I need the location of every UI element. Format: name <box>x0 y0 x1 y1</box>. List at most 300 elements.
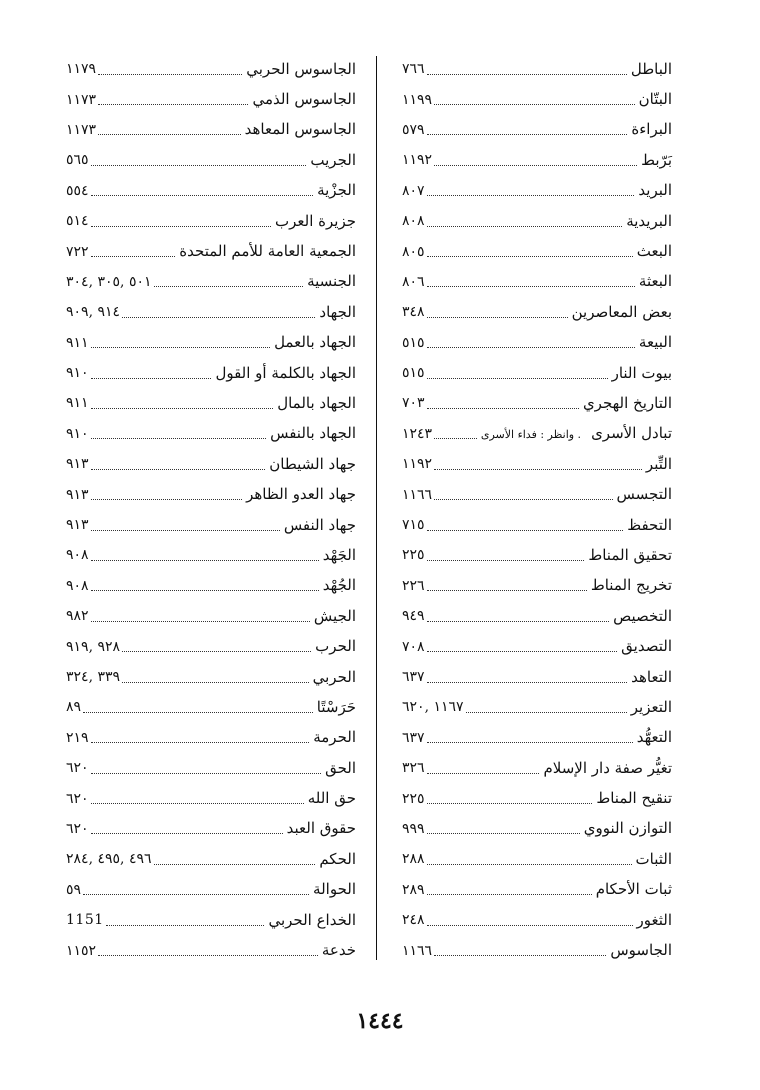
entry-term <box>613 487 672 502</box>
entry-page-numbers: ٩١١ <box>66 334 89 351</box>
dot-leader <box>91 560 319 561</box>
entry-term-text: الثبات <box>635 849 672 868</box>
dot-leader <box>122 317 315 318</box>
entry-term-text: البريدية <box>626 211 672 230</box>
dot-leader <box>91 226 271 227</box>
entry-term <box>265 454 356 473</box>
entry-term <box>627 59 672 78</box>
entry-term-text: التعاهد <box>631 667 672 686</box>
dot-leader <box>106 925 265 926</box>
entry-page-numbers: ٧٦٦ <box>402 61 425 78</box>
index-entry <box>66 601 356 631</box>
entry-term-text: جهاد العدو الظاهر <box>246 485 356 504</box>
entry-page-numbers: ٢٨٩ <box>402 881 425 898</box>
entry-page-numbers: ٨٠٥ <box>402 243 425 260</box>
entry-term <box>622 211 672 230</box>
dot-leader <box>122 651 311 652</box>
dot-leader <box>427 682 628 683</box>
dot-leader <box>98 74 242 75</box>
index-entry <box>402 358 672 388</box>
index-entry <box>66 479 356 509</box>
entry-term-text: البيعة <box>638 333 672 352</box>
entry-term-text: الجاسوس <box>610 941 672 960</box>
index-entry <box>66 875 356 905</box>
index-entry <box>402 479 672 509</box>
index-entry <box>66 145 356 175</box>
entry-term <box>241 122 356 137</box>
entry-term <box>579 393 672 412</box>
index-entry <box>66 297 356 327</box>
entry-term <box>319 578 356 593</box>
dot-leader <box>98 134 241 135</box>
entry-term <box>319 545 356 564</box>
entry-term-text: جزيرة العرب <box>275 211 356 230</box>
index-entry <box>66 753 356 783</box>
dot-leader <box>427 134 628 135</box>
entry-term-text: بَرّبط <box>641 150 672 169</box>
entry-term-text: البراءة <box>631 120 672 139</box>
entry-term <box>271 211 356 230</box>
dot-leader <box>91 803 304 804</box>
entry-term-text: الجُهْد <box>322 576 356 595</box>
index-entry <box>402 875 672 905</box>
dot-leader <box>427 195 635 196</box>
entry-term-text: الجهاد بالمال <box>277 393 356 412</box>
dot-leader <box>427 378 608 379</box>
entry-page-numbers: ٢٢٥ <box>402 790 425 807</box>
entry-term-text: الجاسوس المعاهد <box>244 120 356 139</box>
index-entry <box>66 814 356 844</box>
entry-term <box>309 730 356 745</box>
dot-leader <box>434 499 612 500</box>
dot-leader <box>91 408 274 409</box>
entry-page-numbers: ٢١٩ <box>66 729 89 746</box>
index-entry <box>402 631 672 661</box>
entry-term <box>211 363 356 382</box>
entry-term <box>633 910 673 929</box>
entry-term-text: التعزير <box>630 697 672 716</box>
entry-page-numbers: ٦٣٧ <box>402 729 425 746</box>
dot-leader <box>434 955 606 956</box>
entry-page-numbers: ٩١٣ <box>66 517 89 534</box>
index-entry <box>66 510 356 540</box>
index-entry <box>402 814 672 844</box>
entry-page-numbers: ٥٧٩ <box>402 121 425 138</box>
dot-leader <box>427 256 633 257</box>
entry-page-numbers: ١٢٤٣ <box>402 425 433 442</box>
entry-term <box>633 244 672 259</box>
dot-leader <box>427 530 624 531</box>
dot-leader <box>98 955 318 956</box>
dot-leader <box>83 894 309 895</box>
entry-page-numbers: ٦٣٧ <box>402 669 425 685</box>
entry-term-text: التعهُّد <box>636 728 672 747</box>
entry-page-numbers: ١١٩٢ <box>402 152 433 169</box>
dot-leader <box>83 712 313 713</box>
index-entry <box>66 449 356 479</box>
dot-leader <box>434 165 637 166</box>
entry-term <box>313 183 356 198</box>
index-entry <box>66 388 356 418</box>
entry-term <box>242 59 356 78</box>
entry-term-text: الباطل <box>630 59 672 78</box>
page-number: ١٤٤٤ <box>356 1008 404 1034</box>
entry-page-numbers: ٩٠٨ <box>66 577 89 594</box>
entry-term-text: البريد <box>638 181 672 200</box>
dot-leader <box>91 438 267 439</box>
dot-leader <box>154 286 304 287</box>
entry-page-numbers: ٦٢٠ <box>66 790 89 807</box>
entry-term-text: التاريخ الهجري <box>582 393 672 412</box>
index-entry <box>402 54 672 84</box>
dot-leader <box>427 803 593 804</box>
index-entry <box>402 935 672 965</box>
entry-term-text: الجزْية <box>317 181 356 200</box>
dot-leader <box>91 378 212 379</box>
entry-page-numbers: ٨٠٧ <box>402 182 425 199</box>
entry-term <box>283 821 356 836</box>
dot-leader <box>91 530 280 531</box>
entry-term-text: الحرب <box>315 637 356 656</box>
entry-page-numbers: ٩٨٢ <box>66 608 89 625</box>
entry-term <box>633 730 672 745</box>
entry-term-text: الثغور <box>636 910 672 929</box>
entry-page-numbers: ٦٢٠ <box>66 820 89 837</box>
dot-leader <box>427 864 632 865</box>
entry-term-text: الجمعية العامة للأمم المتحدة <box>179 242 356 261</box>
dot-leader <box>91 742 310 743</box>
entry-term-text: الجاسوس الحربي <box>246 59 356 78</box>
dot-leader <box>466 712 627 713</box>
entry-term <box>311 639 356 654</box>
entry-term <box>580 821 672 836</box>
entry-term <box>606 943 672 958</box>
dot-leader <box>427 286 635 287</box>
entry-term-text: الخداع الحربي <box>268 910 356 929</box>
entry-page-numbers: ١١٧٩ <box>66 61 97 78</box>
entry-note: . وانظر : فداء الأسرى <box>480 428 582 442</box>
entry-page-numbers: ٩٢٨ ,٩١٩ <box>66 638 121 655</box>
entry-term <box>608 363 672 382</box>
entry-term <box>304 791 356 806</box>
entry-term-text: الجَهْد <box>322 545 356 564</box>
dot-leader <box>91 469 266 470</box>
entry-term-text: البتّان <box>638 90 672 109</box>
entry-page-numbers: ٧١٥ <box>402 517 425 534</box>
entry-term-text: تنقيح المناط <box>596 789 672 808</box>
entry-term <box>248 92 356 107</box>
index-entry <box>66 662 356 692</box>
entry-page-numbers: ١١٧٣ <box>66 121 97 138</box>
entry-page-numbers: ٢٨٨ <box>402 851 425 868</box>
index-entry <box>66 115 356 145</box>
index-entry <box>66 84 356 114</box>
index-entry <box>66 631 356 661</box>
index-entry <box>402 328 672 358</box>
entry-page-numbers: ٩١٣ <box>66 456 89 473</box>
index-entry <box>66 206 356 236</box>
entry-term-text: البعثة <box>638 272 672 291</box>
index-entry <box>402 297 672 327</box>
entry-term-text: الجاسوس الذمي <box>252 90 356 109</box>
entry-term <box>592 882 672 897</box>
entry-page-numbers: ٩١٠ <box>66 425 89 442</box>
dot-leader <box>427 317 568 318</box>
entry-term <box>280 515 356 534</box>
index-entry <box>66 723 356 753</box>
entry-term-text: الحق <box>325 758 356 777</box>
index-entry <box>66 935 356 965</box>
entry-page-numbers: ٣٢٦ <box>402 760 425 777</box>
index-entry <box>402 662 672 692</box>
entry-page-numbers: ٥١٥ <box>402 365 425 382</box>
entry-page-numbers: ١١٦٦ <box>402 486 433 503</box>
index-entry <box>402 115 672 145</box>
entry-term <box>273 393 356 412</box>
entry-page-numbers: ٧٢٢ <box>66 243 89 260</box>
entry-term-text: تخريج المناط <box>590 576 672 595</box>
dot-leader <box>91 347 271 348</box>
index-entry <box>402 84 672 114</box>
index-entry <box>66 419 356 449</box>
entry-page-numbers: 1151 <box>66 912 104 929</box>
entry-term-text: التوازن النووي <box>583 819 672 838</box>
entry-term <box>584 545 672 564</box>
entry-term-text: حقوق العبد <box>286 819 356 838</box>
dot-leader <box>427 833 580 834</box>
dot-leader <box>91 833 283 834</box>
entry-term-text: التحفظ <box>627 515 672 534</box>
index-entry <box>66 328 356 358</box>
entry-page-numbers: ٨٩ <box>66 699 82 716</box>
index-entry <box>402 236 672 266</box>
index-entry <box>402 783 672 813</box>
index-entry <box>402 723 672 753</box>
entry-term <box>627 697 672 716</box>
entry-term-text: التخصيص <box>613 606 672 625</box>
entry-page-numbers: ١١٦٧ ,٦٢٠ <box>402 699 464 716</box>
dot-leader <box>91 621 310 622</box>
entry-term <box>318 943 356 958</box>
entry-page-numbers: ١١٥٢ <box>66 942 97 959</box>
entry-page-numbers: ٦٢٠ <box>66 760 89 777</box>
index-entry <box>66 358 356 388</box>
entry-page-numbers: ١١٧٣ <box>66 91 97 108</box>
index-entry <box>402 571 672 601</box>
column-divider <box>376 56 377 960</box>
dot-leader <box>91 195 314 196</box>
entry-term-text: جهاد النفس <box>283 515 356 534</box>
index-entry <box>66 692 356 722</box>
entry-term <box>309 882 356 897</box>
dot-leader <box>98 104 248 105</box>
dot-leader <box>91 256 176 257</box>
index-entry <box>402 206 672 236</box>
index-entry <box>66 267 356 297</box>
entry-term <box>617 639 672 654</box>
entry-term <box>266 426 356 441</box>
entry-term-text: الجيش <box>313 606 356 625</box>
entry-term <box>539 758 672 777</box>
entry-term-text: التِّبر <box>645 454 672 473</box>
index-entry <box>402 510 672 540</box>
index-entry <box>402 419 672 449</box>
dot-leader <box>91 165 307 166</box>
index-entry <box>402 844 672 874</box>
index-column-left <box>66 54 356 966</box>
dot-leader <box>427 621 610 622</box>
entry-page-numbers: ٧٠٣ <box>402 395 425 412</box>
entry-page-numbers: ٢٢٦ <box>402 577 425 594</box>
entry-term-text: الجهاد بالنفس <box>270 424 356 443</box>
entry-term-text: جهاد الشيطان <box>269 454 356 473</box>
dot-leader <box>427 894 592 895</box>
entry-term-text: الحوالة <box>313 880 356 899</box>
index-entry <box>402 449 672 479</box>
index-entry <box>66 176 356 206</box>
entry-page-numbers: ٥٩ <box>66 881 82 898</box>
index-entry <box>66 236 356 266</box>
entry-term-text: الحرمة <box>313 728 356 747</box>
dot-leader <box>427 651 618 652</box>
index-entry <box>66 540 356 570</box>
entry-page-numbers: ٨٠٦ <box>402 273 425 290</box>
index-entry <box>402 267 672 297</box>
entry-page-numbers: ٩١٤ ,٩٠٩ <box>66 304 121 321</box>
entry-term-text: الجنسية <box>307 272 356 291</box>
entry-page-numbers: ٥٦٥ <box>66 152 89 169</box>
entry-page-numbers: ٩٠٨ <box>66 547 89 564</box>
entry-term <box>303 274 356 289</box>
entry-term <box>477 426 672 441</box>
entry-term-text: الحربي <box>312 667 356 686</box>
entry-term <box>321 758 356 777</box>
entry-page-numbers: ٥٠١ ,٣٠٥ ,٣٠٤ <box>66 273 152 290</box>
entry-term <box>309 667 356 686</box>
index-entry <box>402 145 672 175</box>
entry-page-numbers: ١١٦٦ <box>402 942 433 959</box>
dot-leader <box>427 590 587 591</box>
index-entry <box>402 388 672 418</box>
dot-leader <box>91 499 243 500</box>
dot-leader <box>427 408 579 409</box>
entry-page-numbers: ٩٩٩ <box>402 820 425 837</box>
entry-term <box>632 849 672 868</box>
entry-term-text: تحقيق المناط <box>588 545 672 564</box>
entry-term <box>315 849 356 868</box>
entry-page-numbers: ٥١٥ <box>402 334 425 351</box>
index-entry <box>402 601 672 631</box>
dot-leader <box>434 104 635 105</box>
entry-term <box>592 791 672 806</box>
entry-term <box>635 274 672 289</box>
dot-leader <box>427 742 633 743</box>
entry-term <box>627 122 672 137</box>
entry-page-numbers: ٩١٠ <box>66 365 89 382</box>
dot-leader <box>427 74 627 75</box>
entry-term-text: التصديق <box>621 637 672 656</box>
entry-term-text: الجهاد <box>319 302 356 321</box>
entry-term-text: الحكم <box>319 849 356 868</box>
entry-term <box>637 150 672 169</box>
entry-term <box>313 697 356 716</box>
entry-term-text: الجهاد بالكلمة أو القول <box>215 363 356 382</box>
index-entry <box>402 540 672 570</box>
entry-page-numbers: ٣٤٨ <box>402 304 425 321</box>
index-entry <box>66 571 356 601</box>
entry-page-numbers: ١١٩٢ <box>402 456 433 473</box>
entry-term-text: تبادل الأسرى <box>591 424 672 443</box>
index-entry <box>66 905 356 935</box>
entry-term <box>175 244 356 259</box>
dot-leader <box>427 560 585 561</box>
index-entry <box>402 176 672 206</box>
entry-page-numbers: ٣٣٩ ,٣٢٤ <box>66 669 121 685</box>
index-entry <box>402 753 672 783</box>
index-entry <box>66 844 356 874</box>
entry-term-text: الجريب <box>310 150 356 169</box>
dot-leader <box>122 682 309 683</box>
entry-page-numbers: ٩١٣ <box>66 486 89 503</box>
entry-page-numbers: ٢٢٥ <box>402 547 425 564</box>
entry-term <box>609 606 672 625</box>
entry-term-text: خدعة <box>321 941 356 960</box>
dot-leader <box>427 925 633 926</box>
dot-leader <box>91 590 319 591</box>
entry-term <box>568 302 672 321</box>
index-entry <box>66 783 356 813</box>
entry-term-text: تغيُّر صفة دار الإسلام <box>543 758 672 777</box>
entry-term <box>635 92 672 107</box>
entry-term-text: حق الله <box>307 789 356 808</box>
entry-term <box>270 335 356 350</box>
entry-term-text: التجسس <box>616 485 672 504</box>
entry-term-text: بعض المعاصرين <box>571 302 672 321</box>
index-column-right <box>402 54 672 966</box>
entry-term <box>587 578 672 593</box>
entry-page-numbers: ٧٠٨ <box>402 638 425 655</box>
entry-term <box>642 454 672 473</box>
dot-leader <box>154 864 316 865</box>
entry-term-text: الجهاد بالعمل <box>274 333 356 352</box>
entry-term-text: حَرَسْتًا <box>316 697 356 716</box>
entry-term <box>242 487 356 502</box>
entry-term-text: بيوت النار <box>611 363 672 382</box>
index-entry <box>402 905 672 935</box>
entry-page-numbers: ٨٠٨ <box>402 213 425 230</box>
dot-leader <box>427 347 635 348</box>
entry-term <box>310 606 356 625</box>
entry-page-numbers: ٩٤٩ <box>402 608 425 625</box>
entry-term <box>264 910 356 929</box>
dot-leader <box>91 773 322 774</box>
dot-leader <box>427 226 623 227</box>
entry-page-numbers: ٥٥٤ <box>66 182 89 199</box>
entry-term-text: البعث <box>636 242 672 261</box>
entry-term <box>634 183 672 198</box>
index-entry <box>66 54 356 84</box>
dot-leader <box>434 438 477 439</box>
entry-term-text: ثبات الأحكام <box>595 880 672 899</box>
entry-term <box>623 515 672 534</box>
entry-term <box>315 302 356 321</box>
entry-page-numbers: ١١٩٩ <box>402 91 433 108</box>
entry-term <box>306 150 356 169</box>
entry-page-numbers: ٥١٤ <box>66 213 89 230</box>
entry-term <box>627 667 672 686</box>
entry-page-numbers: ٩١١ <box>66 395 89 412</box>
entry-term <box>635 335 672 350</box>
